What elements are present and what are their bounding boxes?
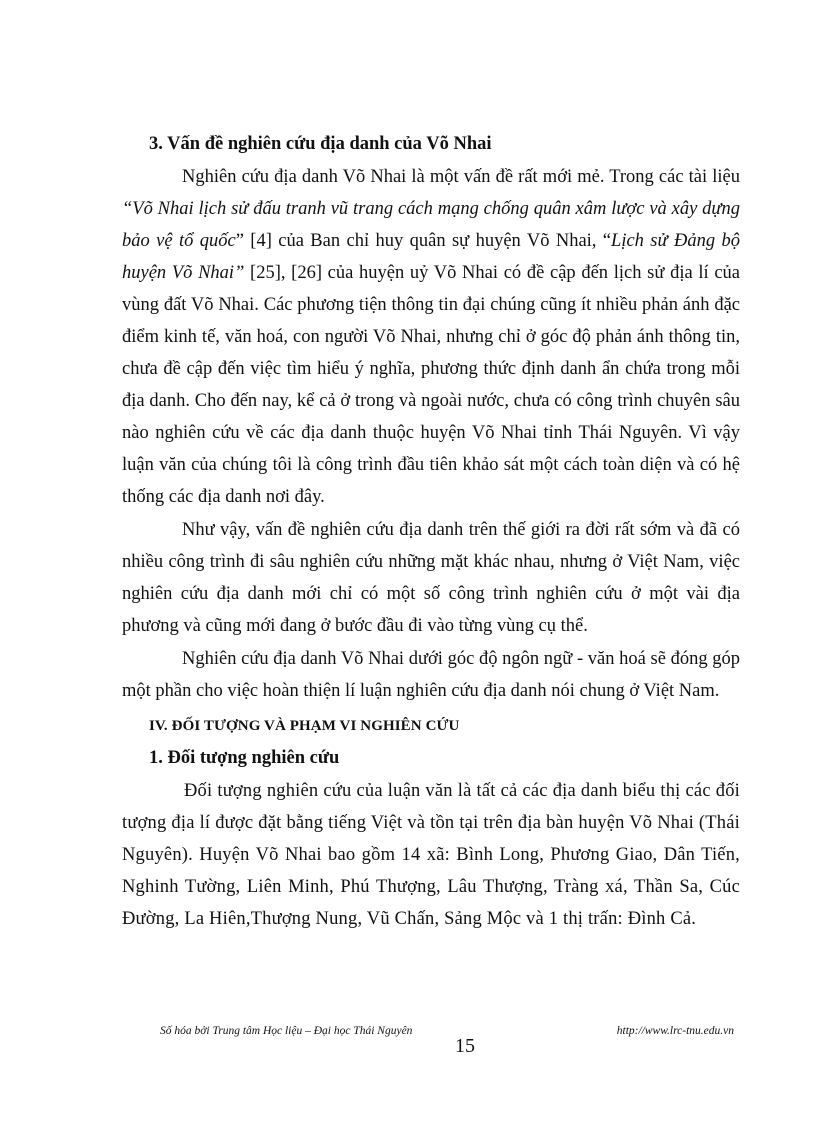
paragraph-1-segment-1: Nghiên cứu địa danh Võ Nhai là một vấn đề rất mới mẻ. Trong các tài liệu — [182, 167, 740, 187]
footer-digitized-by: Số hóa bởi Trung tâm Học liệu – Đại học Thái Nguyên — [160, 1025, 413, 1037]
section-3-paragraph-3: Nghiên cứu địa danh Võ Nhai dưới góc độ ngôn ngữ - văn hoá sẽ đóng góp một phần cho việc hoàn thiện lí luận nghiên cứu địa danh nói chung ở Việt Nam. — [122, 649, 740, 701]
section-4-subheading: 1. Đối tượng nghiên cứu — [149, 748, 340, 768]
section-3-heading: 3. Vấn đề nghiên cứu địa danh của Võ Nhai — [149, 134, 492, 154]
paragraph-1-segment-2-italic: “Võ Nhai lịch sử đấu tranh vũ trang cách mạng chống quân xâm lược và xây dựng bảo vệ tổ quốc — [122, 199, 740, 251]
page-footer — [160, 1025, 740, 1075]
section-4-heading: IV. ĐỐI TƯỢNG VÀ PHẠM VI NGHIÊN CỨU — [149, 718, 460, 734]
paragraph-1-segment-4-italic: Lịch sử Đảng bộ huyện Võ Nhai” — [122, 231, 740, 283]
section-4-paragraph: Đối tượng nghiên cứu của luận văn là tất cả các địa danh biểu thị các đối tượng địa lí được đặt bằng tiếng Việt và tồn tại trên địa bàn huyện Võ Nhai (Thái Nguyên). Huyện Võ Nhai bao gồm 14 xã: Bình Long, Phương Giao, Dân Tiến, Nghinh Tường, Liên Minh, Phú Thượng, Lâu Thượng, Tràng xá, Thần Sa, Cúc Đường, La Hiên,Thượng Nung, Vũ Chấn, Sảng Mộc và 1 thị trấn: Đình Cả. — [122, 781, 740, 929]
footer-url: http://www.lrc-tnu.edu.vn — [616, 1025, 734, 1037]
section-3-paragraph-1 — [122, 161, 740, 513]
section-3-paragraph-2: Như vậy, vấn đề nghiên cứu địa danh trên thế giới ra đời rất sớm và đã có nhiều công trình đi sâu nghiên cứu những mặt khác nhau, nhưng ở Việt Nam, việc nghiên cứu địa danh mới chỉ có một số công trình nghiên cứu ở một vài địa phương và cũng mới đang ở bước đầu đi vào từng vùng cụ thể. — [122, 520, 740, 636]
page-number: 15 — [455, 1035, 475, 1057]
paragraph-1-segment-5: [25], [26] của huyện uỷ Võ Nhai có đề cập đến lịch sử địa lí của vùng đất Võ Nhai. Các phương tiện thông tin đại chúng cũng ít nhiều phản ánh đặc điểm kinh tế, văn hoá, con người Võ Nhai, nhưng chỉ ở góc độ phản ánh thông tin, chưa đề cập đến việc tìm hiểu ý nghĩa, phương thức định danh ẩn chứa trong mỗi địa danh. Cho đến nay, kể cả ở trong và ngoài nước, chưa có công trình chuyên sâu nào nghiên cứu về các địa danh thuộc huyện Võ Nhai tỉnh Thái Nguyên. Vì vậy luận văn của chúng tôi là công trình đầu tiên khảo sát một cách toàn diện và có hệ thống các địa danh nơi đây. — [122, 263, 740, 507]
paragraph-1-segment-3: ” [4] của Ban chỉ huy quân sự huyện Võ Nhai, “ — [235, 231, 612, 251]
document-page — [122, 128, 740, 935]
